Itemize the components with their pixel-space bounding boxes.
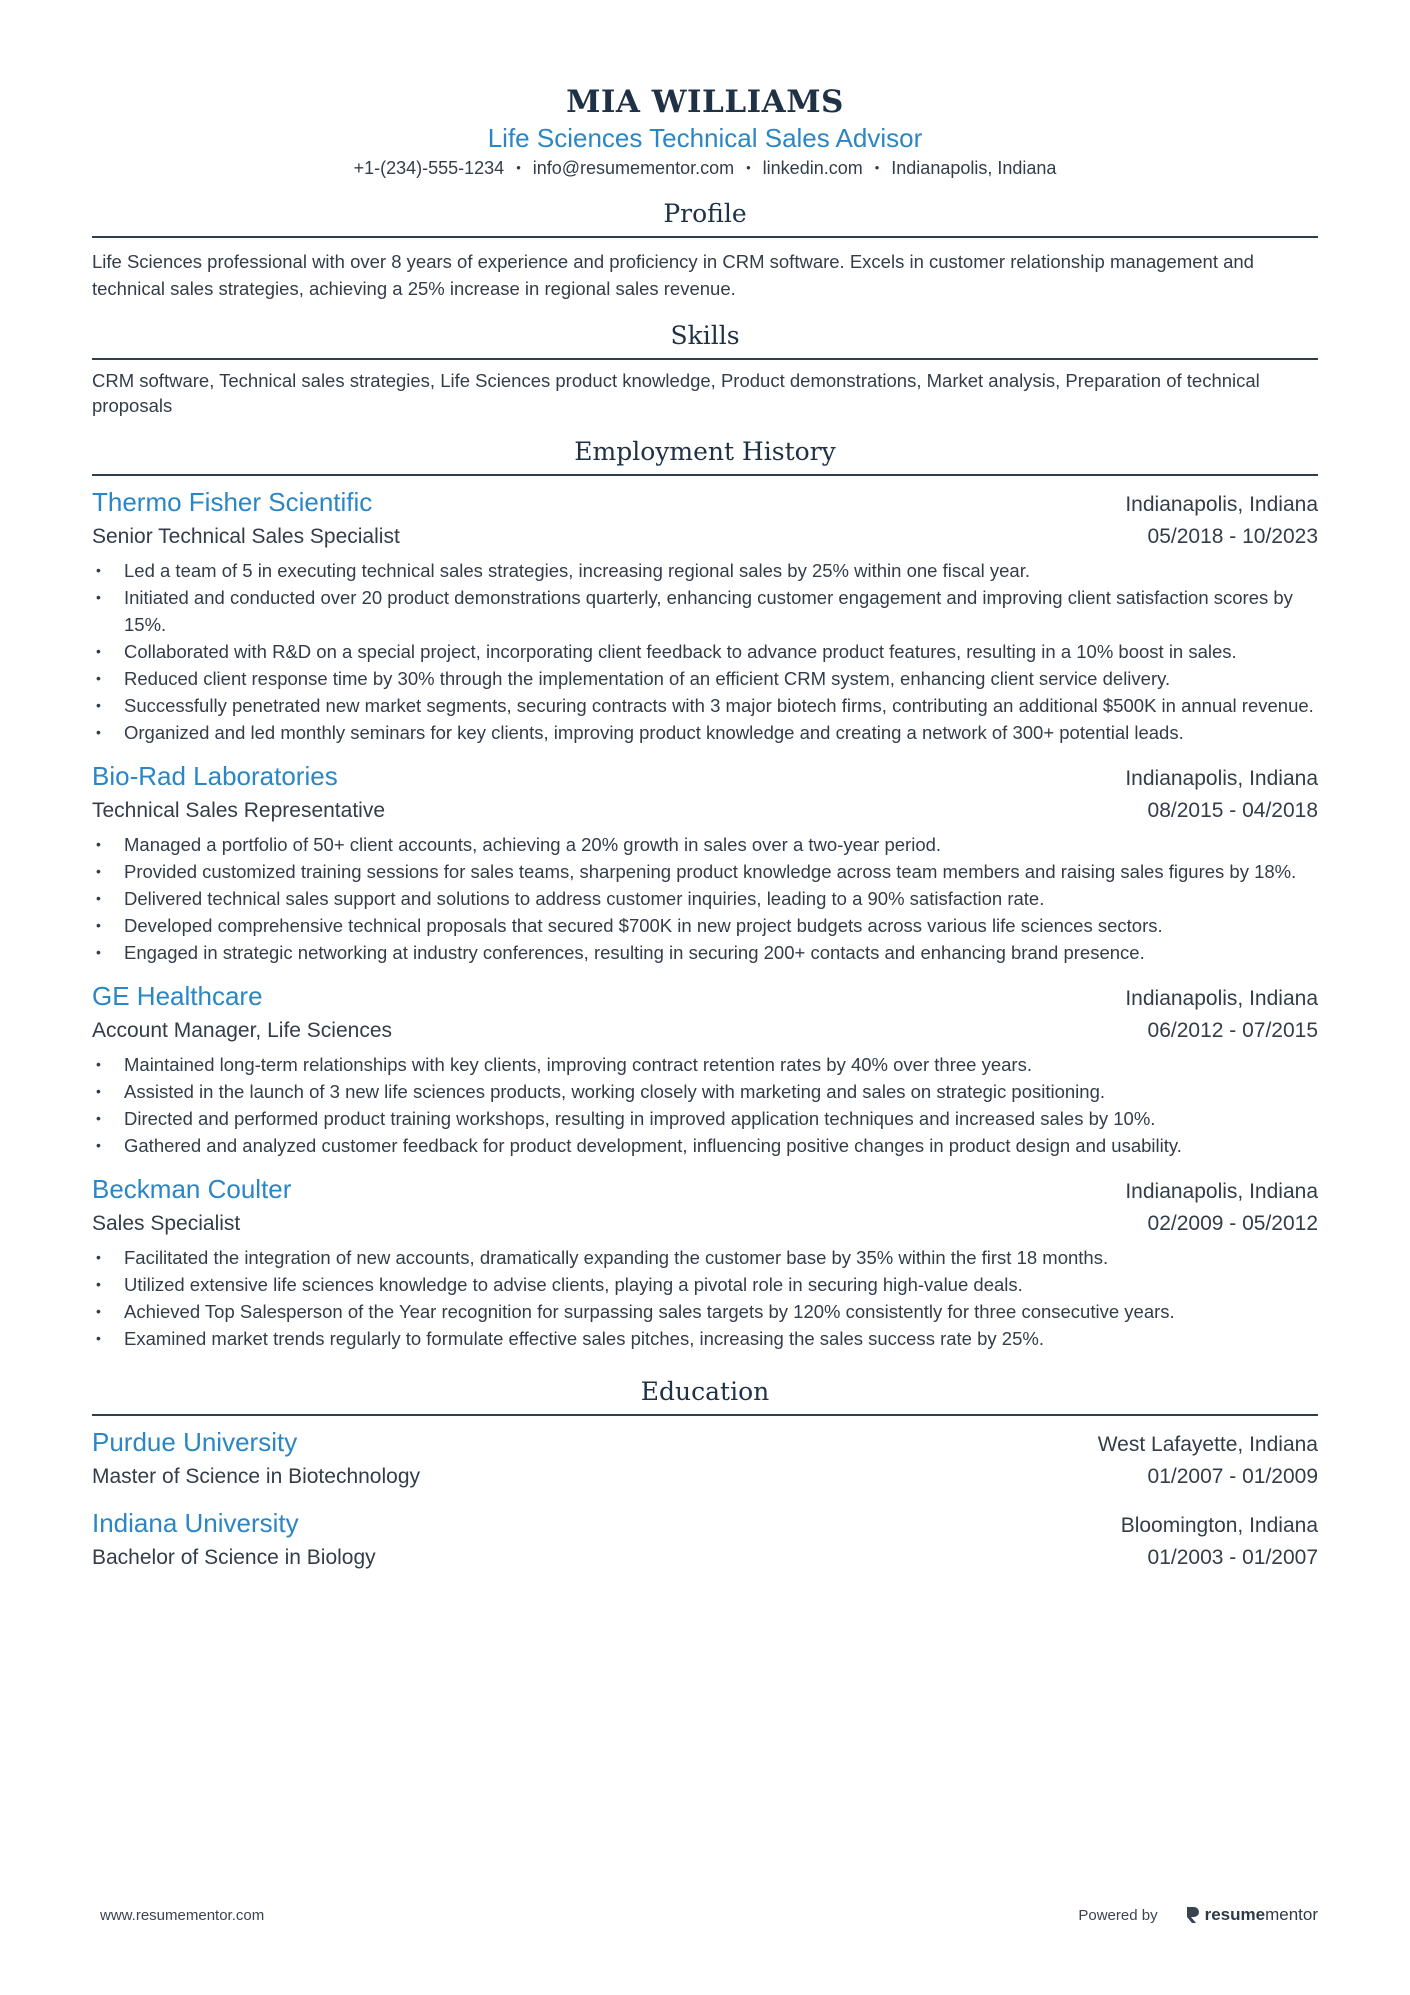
page-footer xyxy=(100,1905,1318,1925)
section-heading-education: Education xyxy=(640,1377,770,1406)
section-divider xyxy=(92,236,1318,238)
school-name: Indiana University xyxy=(92,1508,299,1538)
company-name: Thermo Fisher Scientific xyxy=(92,487,373,517)
job-role-row xyxy=(92,1015,1318,1047)
bullet-text: Facilitated the integration of new accounts, dramatically expanding the customer base by 35% within the first 18 months. xyxy=(124,1247,1109,1268)
education-dates: 01/2007 - 01/2009 xyxy=(1147,1465,1318,1488)
school-name: Purdue University xyxy=(92,1427,298,1457)
job-entry xyxy=(92,758,1318,966)
section-divider xyxy=(92,358,1318,360)
brand-logo[interactable] xyxy=(1184,1905,1318,1925)
job-bullets xyxy=(92,831,1318,966)
bullet-text: Successfully penetrated new market segments, securing contracts with 3 major biotech firms, contributing an additional $500K in annual revenue. xyxy=(124,695,1314,716)
list-item xyxy=(92,1271,1318,1298)
bullet-text: Achieved Top Salesperson of the Year recognition for surpassing sales targets by 120% consistently for three consecutive years. xyxy=(124,1301,1175,1322)
job-role: Sales Specialist xyxy=(92,1212,241,1235)
list-item xyxy=(92,858,1318,885)
section-divider xyxy=(92,474,1318,476)
job-header-row xyxy=(92,1171,1318,1208)
list-item xyxy=(92,1051,1318,1078)
bullet-text: Maintained long-term relationships with key clients, improving contract retention rates by 40% over three years. xyxy=(124,1054,1032,1075)
job-role-row xyxy=(92,1208,1318,1240)
list-item xyxy=(92,584,1318,638)
contact-phone: +1-(234)-555-1234 xyxy=(353,158,505,178)
bullet-dot: • xyxy=(96,917,101,933)
job-header-row xyxy=(92,484,1318,521)
brand-name-bold: resume xyxy=(1204,1905,1266,1924)
section-heading-profile: Profile xyxy=(663,199,747,228)
footer-website-link[interactable]: www.resumementor.com xyxy=(100,1906,265,1924)
candidate-name: MIA WILLIAMS xyxy=(566,84,844,120)
job-bullets xyxy=(92,1244,1318,1352)
bullet-dot: • xyxy=(96,1056,101,1072)
school-location: Bloomington, Indiana xyxy=(1120,1514,1318,1537)
candidate-title: Life Sciences Technical Sales Advisor xyxy=(487,123,923,153)
job-entry xyxy=(92,484,1318,746)
job-location: Indianapolis, Indiana xyxy=(1125,493,1318,516)
powered-by-label: Powered by xyxy=(1078,1906,1158,1924)
bullet-text: Collaborated with R&D on a special project, incorporating client feedback to advance product features, resulting in a 10% boost in sales. xyxy=(124,641,1237,662)
bullet-dot: • xyxy=(96,562,101,578)
company-name: Bio-Rad Laboratories xyxy=(92,761,338,791)
list-item xyxy=(92,1132,1318,1159)
bullet-text: Provided customized training sessions for sales teams, sharpening product knowledge across team members and raising sales figures by 18%. xyxy=(124,861,1297,882)
job-role: Account Manager, Life Sciences xyxy=(92,1019,393,1042)
company-name: Beckman Coulter xyxy=(92,1174,292,1204)
resume-header xyxy=(92,82,1318,182)
bullet-text: Directed and performed product training workshops, resulting in improved application techniques and increased sales by 10%. xyxy=(124,1108,1156,1129)
bullet-text: Reduced client response time by 30% through the implementation of an efficient CRM system, enhancing client service delivery. xyxy=(124,668,1171,689)
powered-by xyxy=(1078,1905,1318,1925)
skills-text: CRM software, Technical sales strategies, Life Sciences product knowledge, Product demonstrations, Market analysis, Preparation of technical proposals xyxy=(92,370,1260,416)
bullet-dot: • xyxy=(96,1276,101,1292)
job-entry xyxy=(92,978,1318,1159)
bullet-dot: • xyxy=(96,643,101,659)
bullet-text: Initiated and conducted over 20 product demonstrations quarterly, enhancing customer engagement and improving client satisfaction scores by 15%. xyxy=(124,587,1293,635)
bullet-dot: • xyxy=(96,589,101,605)
bullet-dot: • xyxy=(96,890,101,906)
job-role-row xyxy=(92,521,1318,553)
list-item xyxy=(92,1244,1318,1271)
job-dates: 02/2009 - 05/2012 xyxy=(1147,1212,1318,1235)
education-header-row xyxy=(92,1424,1318,1461)
list-item xyxy=(92,638,1318,665)
list-item xyxy=(92,719,1318,746)
list-item xyxy=(92,665,1318,692)
job-dates: 06/2012 - 07/2015 xyxy=(1147,1019,1318,1042)
education-dates: 01/2003 - 01/2007 xyxy=(1147,1546,1318,1569)
job-location: Indianapolis, Indiana xyxy=(1125,767,1318,790)
list-item xyxy=(92,1298,1318,1325)
resumementor-logo-icon xyxy=(1184,1905,1200,1925)
section-heading-employment: Employment History xyxy=(574,437,836,466)
bullet-dot: • xyxy=(96,697,101,713)
bullet-separator: • xyxy=(746,160,751,175)
education-section xyxy=(92,1374,1318,1574)
job-bullets xyxy=(92,557,1318,746)
bullet-dot: • xyxy=(96,1249,101,1265)
profile-section xyxy=(92,196,1318,302)
job-dates: 08/2015 - 04/2018 xyxy=(1147,799,1318,822)
list-item xyxy=(92,692,1318,719)
job-header-row xyxy=(92,978,1318,1015)
education-entry xyxy=(92,1505,1318,1574)
list-item xyxy=(92,557,1318,584)
bullet-dot: • xyxy=(96,1330,101,1346)
bullet-text: Examined market trends regularly to formulate effective sales pitches, increasing the sales success rate by 25%. xyxy=(124,1328,1044,1349)
bullet-dot: • xyxy=(96,944,101,960)
bullet-text: Managed a portfolio of 50+ client accounts, achieving a 20% growth in sales over a two-year period. xyxy=(124,834,942,855)
contact-line xyxy=(92,154,1318,182)
bullet-separator: • xyxy=(516,160,521,175)
degree: Master of Science in Biotechnology xyxy=(92,1465,421,1488)
job-bullets xyxy=(92,1051,1318,1159)
bullet-dot: • xyxy=(96,836,101,852)
education-entry xyxy=(92,1424,1318,1493)
bullet-text: Utilized extensive life sciences knowledge to advise clients, playing a pivotal role in securing high-value deals. xyxy=(124,1274,1023,1295)
list-item xyxy=(92,1078,1318,1105)
education-degree-row xyxy=(92,1461,1318,1493)
list-item xyxy=(92,831,1318,858)
bullet-dot: • xyxy=(96,1110,101,1126)
list-item xyxy=(92,912,1318,939)
list-item xyxy=(92,1325,1318,1352)
bullet-dot: • xyxy=(96,863,101,879)
list-item xyxy=(92,885,1318,912)
job-location: Indianapolis, Indiana xyxy=(1125,1180,1318,1203)
bullet-dot: • xyxy=(96,670,101,686)
contact-email[interactable]: info@resumementor.com xyxy=(532,158,735,178)
bullet-dot: • xyxy=(96,1303,101,1319)
contact-linkedin[interactable]: linkedin.com xyxy=(762,158,863,178)
job-role: Technical Sales Representative xyxy=(92,799,385,822)
job-location: Indianapolis, Indiana xyxy=(1125,987,1318,1010)
school-location: West Lafayette, Indiana xyxy=(1097,1433,1318,1456)
job-header-row xyxy=(92,758,1318,795)
bullet-dot: • xyxy=(96,1083,101,1099)
section-heading-skills: Skills xyxy=(670,321,740,350)
company-name: GE Healthcare xyxy=(92,981,263,1011)
bullet-text: Assisted in the launch of 3 new life sciences products, working closely with marketing and sales on strategic positioning. xyxy=(124,1081,1106,1102)
degree: Bachelor of Science in Biology xyxy=(92,1546,376,1569)
bullet-separator: • xyxy=(874,160,880,175)
bullet-text: Gathered and analyzed customer feedback for product development, influencing positive changes in product design and usability. xyxy=(124,1135,1182,1156)
job-dates: 05/2018 - 10/2023 xyxy=(1147,525,1318,548)
bullet-text: Developed comprehensive technical proposals that secured $700K in new project budgets across various life sciences sectors. xyxy=(124,915,1163,936)
list-item xyxy=(92,1105,1318,1132)
section-divider xyxy=(92,1414,1318,1416)
bullet-text: Led a team of 5 in executing technical sales strategies, increasing regional sales by 25% within one fiscal year. xyxy=(124,560,1030,581)
bullet-text: Engaged in strategic networking at industry conferences, resulting in securing 200+ contacts and enhancing brand presence. xyxy=(124,942,1145,963)
education-header-row xyxy=(92,1505,1318,1542)
bullet-text: Organized and led monthly seminars for key clients, improving product knowledge and creating a network of 300+ potential leads. xyxy=(124,722,1184,743)
job-role-row xyxy=(92,795,1318,827)
brand-name-light: mentor xyxy=(1265,1905,1318,1924)
job-role: Senior Technical Sales Specialist xyxy=(92,525,400,548)
education-degree-row xyxy=(92,1542,1318,1574)
skills-section xyxy=(92,318,1318,418)
bullet-dot: • xyxy=(96,724,101,740)
contact-location: Indianapolis, Indiana xyxy=(891,158,1057,178)
profile-text: Life Sciences professional with over 8 years of experience and proficiency in CRM software. Excels in customer relationship management and technical sales strategies, achieving a 25% increase in regional sales revenue. xyxy=(92,251,1254,299)
bullet-dot: • xyxy=(96,1137,101,1153)
list-item xyxy=(92,939,1318,966)
bullet-text: Delivered technical sales support and solutions to address customer inquiries, leading to a 90% satisfaction rate. xyxy=(124,888,1045,909)
job-entry xyxy=(92,1171,1318,1352)
employment-section xyxy=(92,434,1318,1352)
